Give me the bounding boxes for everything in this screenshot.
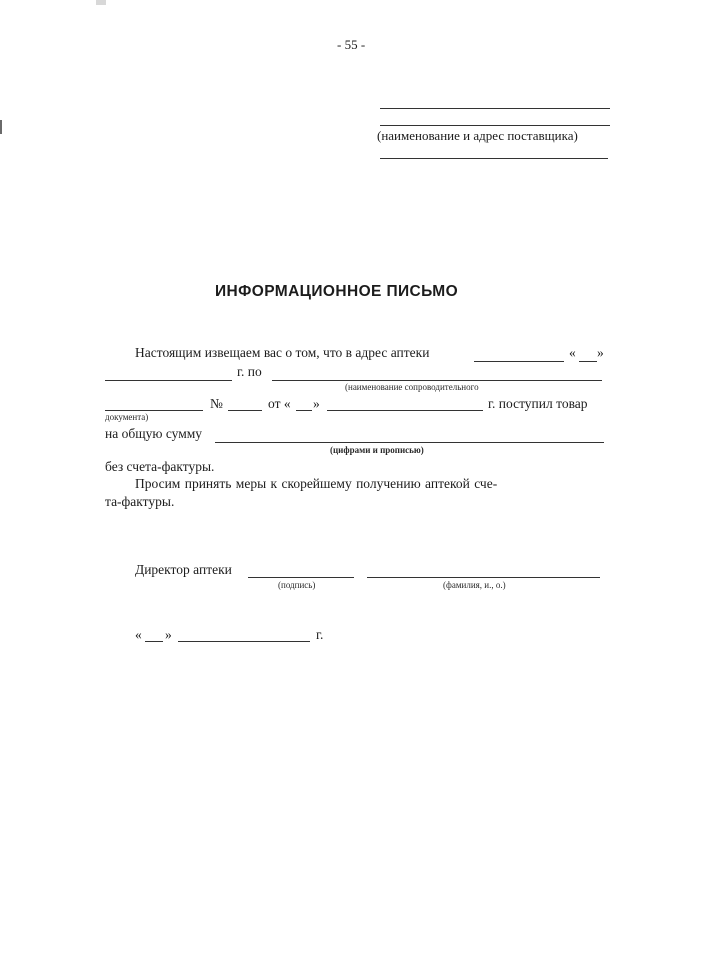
- supplier-line-2: [380, 125, 610, 126]
- fullname-field: [367, 577, 600, 578]
- date-year-text: г.: [316, 627, 324, 642]
- quote-close: »: [597, 345, 604, 360]
- document-name-field: [272, 380, 602, 381]
- signature-caption: (подпись): [278, 580, 316, 590]
- goods-received-text: г. поступил товар: [488, 396, 588, 411]
- scan-edge-mark: [0, 120, 2, 134]
- body-line-1-text: Настоящим извещаем вас о том, что в адрес аптеки: [135, 345, 430, 360]
- request-text-line-2: та-фактуры.: [105, 494, 175, 509]
- document-name-caption: (наименование сопроводительного: [345, 382, 479, 392]
- request-text-line-1: Просим принять меры к скорейшему получению аптекой сче-: [135, 476, 498, 491]
- scan-top-mark: [96, 0, 106, 5]
- date-month-field: [178, 641, 310, 642]
- total-sum-caption: (цифрами и прописью): [330, 445, 424, 455]
- doc-day-field: [296, 410, 312, 411]
- doc-quote-close: »: [313, 396, 320, 411]
- doc-month-field: [327, 410, 483, 411]
- page-number: - 55 -: [337, 37, 366, 52]
- day-field: [579, 361, 597, 362]
- number-sign: №: [210, 396, 223, 411]
- no-invoice-text: без счета-фактуры.: [105, 459, 215, 474]
- year-po-text: г. по: [237, 364, 262, 379]
- document-caption-cont: документа): [105, 412, 149, 422]
- director-label: Директор аптеки: [135, 562, 232, 577]
- quote-open: «: [569, 345, 576, 360]
- date-quote-open: «: [135, 627, 142, 642]
- date-day-field: [145, 641, 163, 642]
- total-sum-field: [215, 442, 604, 443]
- pharmacy-name-field: [474, 361, 564, 362]
- supplier-line-1: [380, 108, 610, 109]
- document-title: ИНФОРМАЦИОННОЕ ПИСЬМО: [215, 283, 459, 300]
- date-quote-close: »: [165, 627, 172, 642]
- fullname-caption: (фамилия, и., о.): [443, 580, 506, 590]
- signature-field: [248, 577, 354, 578]
- supplier-caption: (наименование и адрес поставщика): [377, 128, 578, 143]
- document-number-field: [228, 410, 262, 411]
- document-field-start: [105, 410, 203, 411]
- supplier-line-3: [380, 158, 608, 159]
- month-field: [105, 380, 232, 381]
- total-sum-label: на общую сумму: [105, 426, 203, 441]
- from-text: от «: [268, 396, 291, 411]
